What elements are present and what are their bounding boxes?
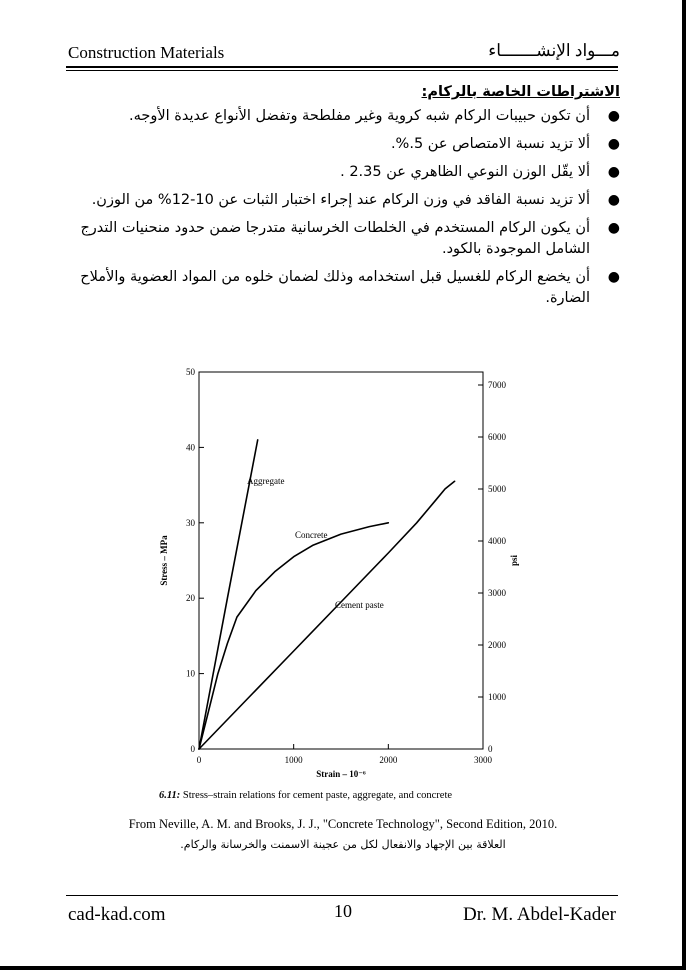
bullet-icon: ●	[607, 136, 620, 152]
list-item	[66, 267, 620, 309]
page-number: 10	[334, 901, 352, 921]
plot-frame	[199, 372, 483, 749]
list-item-text: ألا تزيد نسبة الامتصاص عن 5.%.	[390, 136, 590, 152]
aggregate-series-line	[199, 440, 258, 749]
page-border-right	[682, 0, 686, 970]
bullet-icon: ●	[607, 269, 620, 285]
x-tick-label: 3000	[474, 755, 492, 765]
bullet-icon: ●	[607, 220, 620, 236]
list-item-text: أن تكون حبيبات الركام شبه كروية وغير مفلطحة وتفضل الأنواع عديدة الأوجه.	[129, 108, 590, 124]
header-rule	[66, 66, 618, 68]
y2-tick-label: 4000	[488, 536, 506, 546]
x-tick-label: 0	[196, 755, 202, 765]
y2-tick-label: 6000	[488, 432, 506, 442]
y2-tick-label: 7000	[488, 380, 506, 390]
y-axis-label: Stress – MPa	[159, 535, 169, 586]
y2-tick-label: 2000	[488, 640, 506, 650]
bullet-icon: ●	[607, 108, 620, 124]
list-item	[66, 162, 620, 183]
header-course-title: Construction Materials	[68, 43, 225, 62]
footer-website: cad-kad.com	[68, 904, 166, 925]
requirements-list	[66, 106, 620, 309]
series-label: Cement paste	[335, 600, 384, 610]
requirements-section	[66, 84, 620, 316]
concrete-series-line	[199, 523, 388, 749]
x-tick-label: 1000	[284, 755, 303, 765]
footer-rule	[66, 895, 618, 896]
figure-caption-text: Stress–strain relations for cement paste, aggregate, and concrete	[182, 790, 453, 801]
bullet-icon: ●	[607, 164, 620, 180]
y2-axis-label: psi	[509, 554, 519, 567]
stress-strain-chart	[155, 362, 527, 806]
y2-tick-label: 1000	[488, 692, 506, 702]
y-tick-label: 30	[186, 517, 195, 528]
figure-source: From Neville, A. M. and Brooks, J. J., "Concrete Technology", Second Edition, 2010.	[128, 817, 558, 831]
page-border-bottom	[0, 966, 686, 970]
figure-description-arabic: العلاقة بين الإجهاد والانفعال لكل من عجينة الاسمنت والخرسانة والركام.	[180, 838, 506, 851]
y-tick-label: 0	[190, 744, 195, 754]
y2-tick-label: 0	[488, 744, 493, 754]
list-item-text: أن يخضع الركام للغسيل قبل استخدامه وذلك لضمان خلوه من المواد العضوية والأملاح الضارة.	[80, 269, 590, 306]
list-item-text: ألا تزيد نسبة الفاقد في وزن الركام عند إجراء اختبار الثبات عن 10-12% من الوزن.	[91, 192, 590, 208]
footer-author: Dr. M. Abdel-Kader	[462, 904, 616, 925]
series-label: Aggregate	[247, 476, 285, 486]
y-tick-label: 50	[186, 367, 195, 377]
y2-tick-label: 5000	[488, 484, 506, 494]
list-item-text: ألا يقّل الوزن النوعي الظاهري عن 2.35 .	[340, 164, 590, 180]
stress-strain-figure	[155, 362, 527, 806]
section-title: الاشتراطات الخاصة بالركام:	[421, 84, 620, 100]
figure-caption	[159, 790, 452, 801]
bullet-icon: ●	[607, 192, 620, 208]
list-item-text: أن يكون الركام المستخدم في الخلطات الخرسانية متدرجا ضمن حدود منحنيات التدرج الشامل الموجودة بالكود.	[80, 220, 590, 257]
header-course-title-arabic: مـــواد الإنشـــــــاء	[488, 41, 620, 60]
list-item	[66, 190, 620, 211]
y2-tick-label: 3000	[488, 588, 506, 598]
figure-number: 6.11:	[159, 790, 183, 801]
series-label: Concrete	[295, 530, 328, 540]
y-tick-label: 20	[186, 593, 195, 604]
list-item	[66, 106, 620, 127]
list-item	[66, 134, 620, 155]
header-rule-thin	[66, 70, 618, 71]
list-item	[66, 218, 620, 260]
y-tick-label: 40	[186, 442, 195, 453]
x-axis-label: Strain – 10⁻⁶	[316, 769, 366, 779]
x-tick-label: 2000	[379, 755, 398, 765]
y-tick-label: 10	[186, 668, 195, 679]
